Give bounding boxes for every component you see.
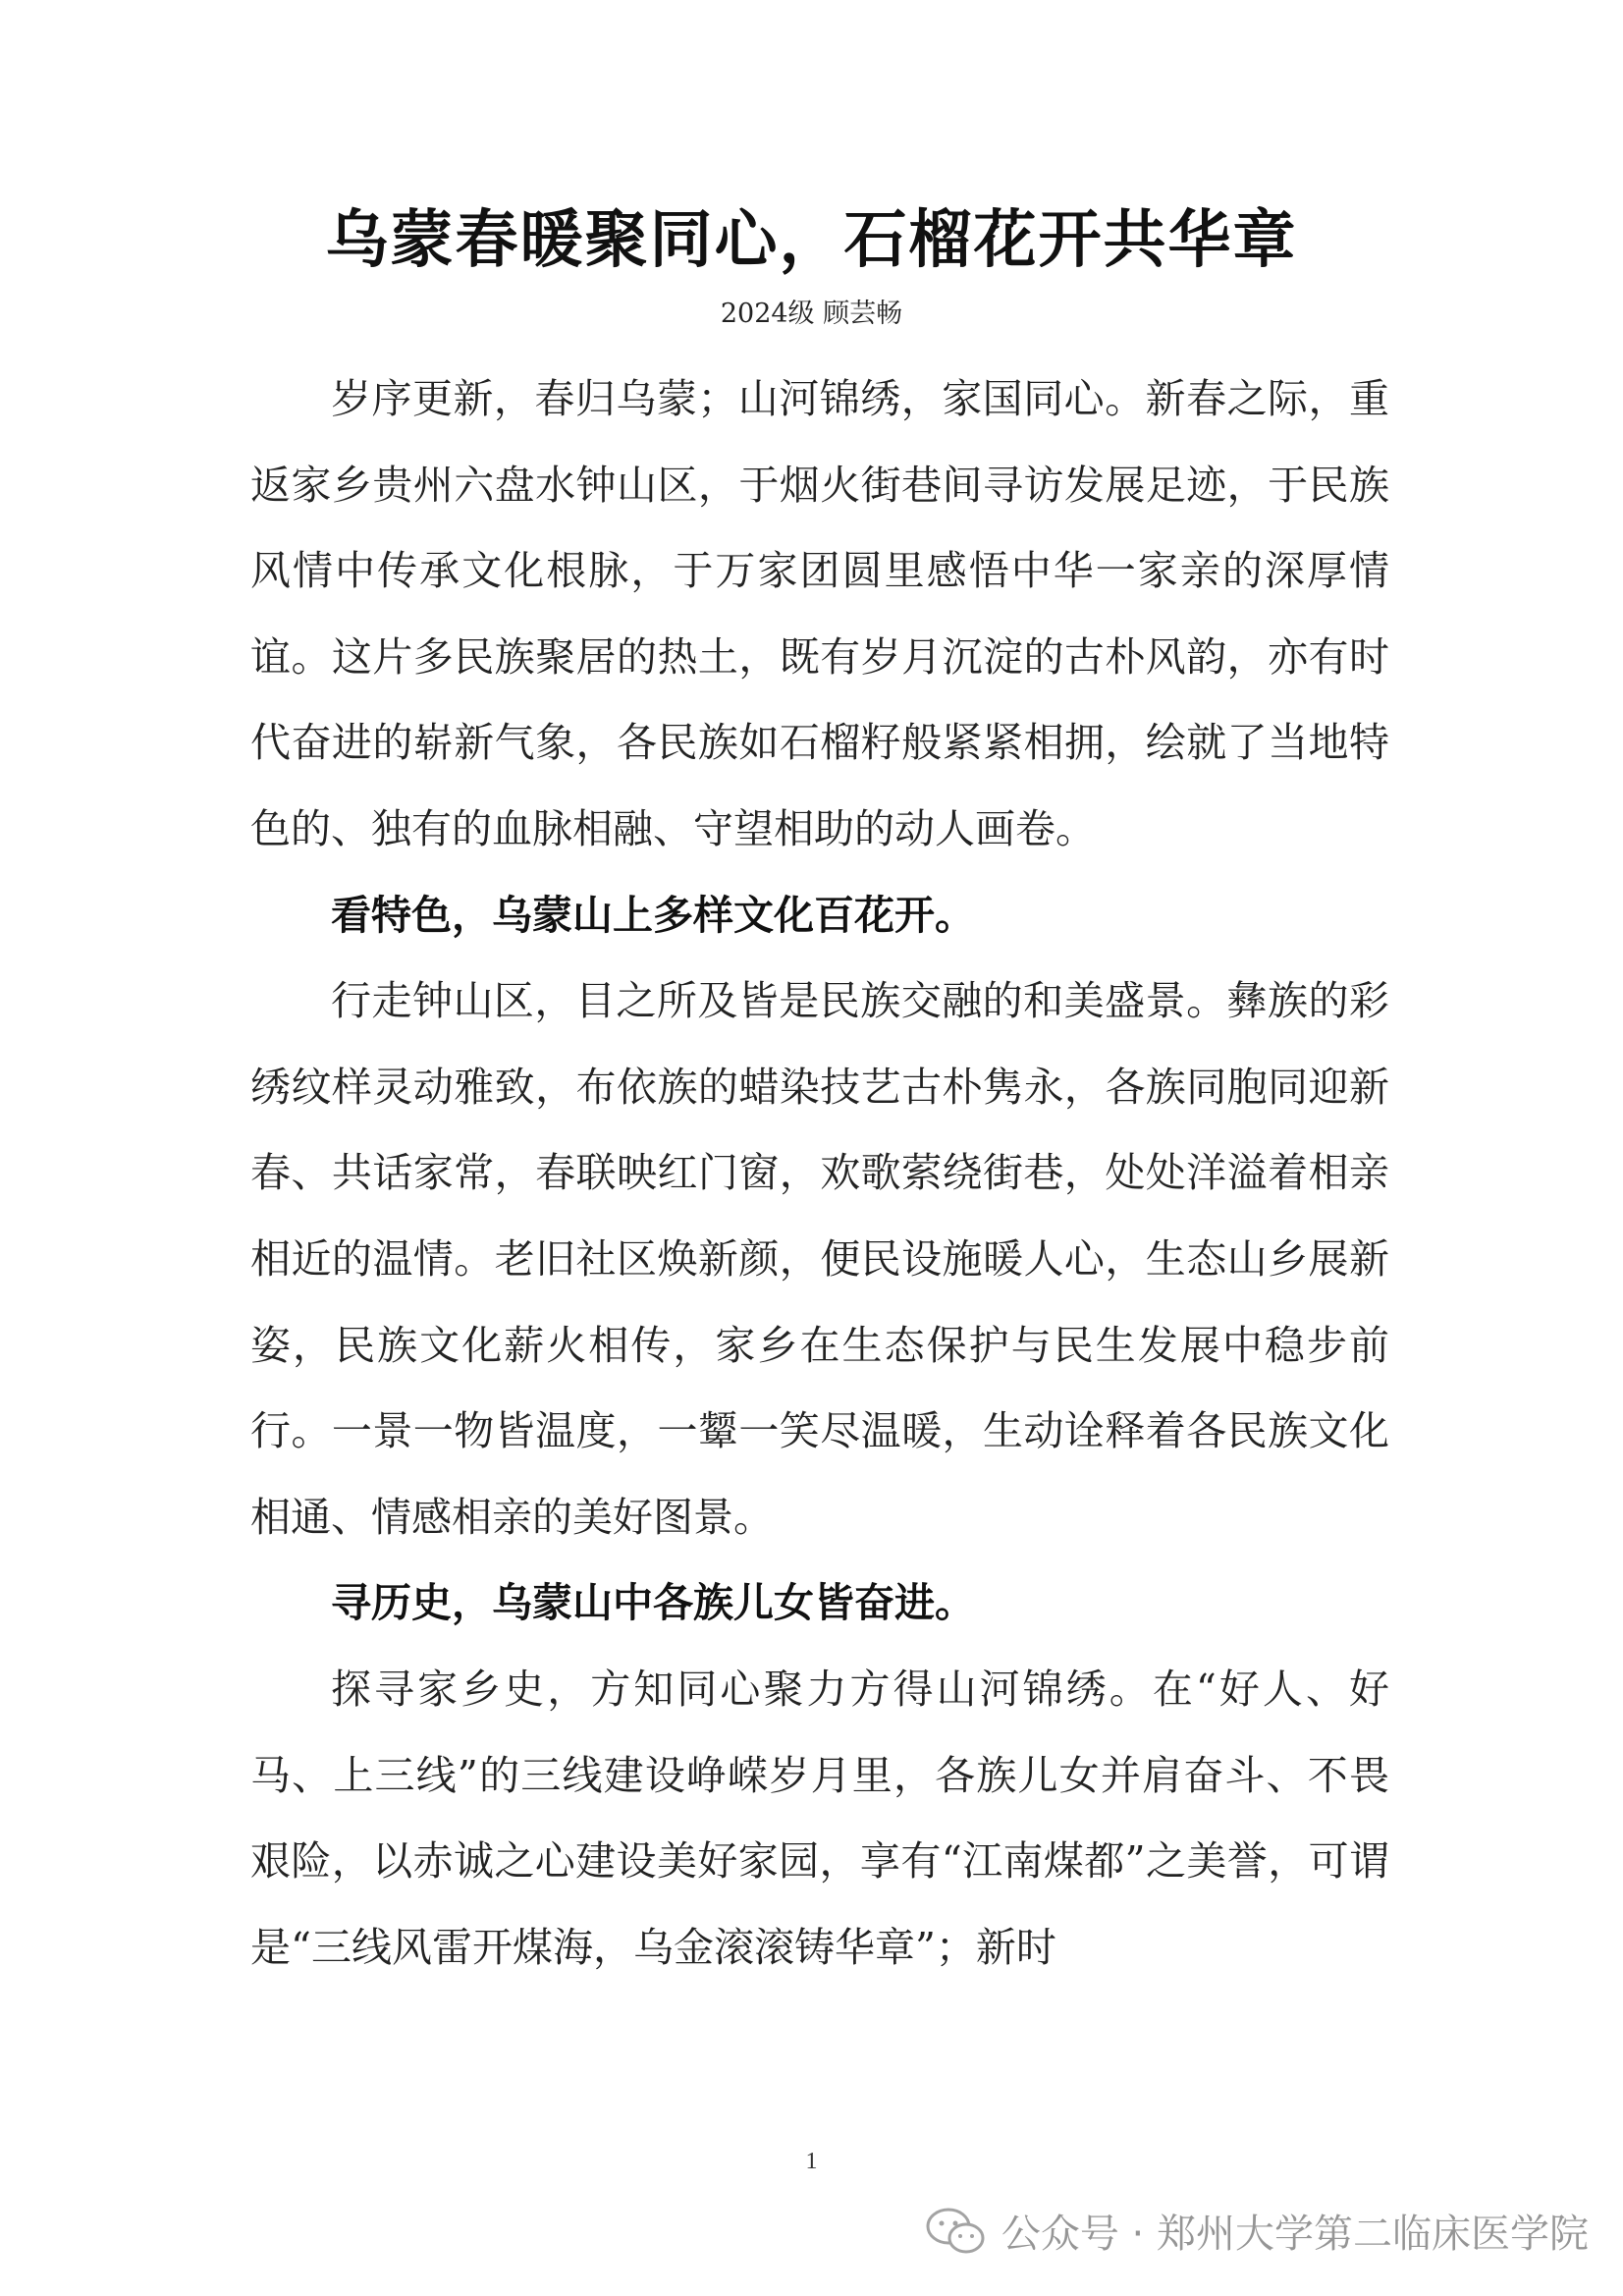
paragraph-culture: 行走钟山区，目之所及皆是民族交融的和美盛景。彝族的彩绣纹样灵动雅致，布依族的蜡染技艺古朴隽永，各族同胞同迎新春、共话家常，春联映红门窗，欢歌萦绕街巷，处处洋溢着相亲相近的温情。老旧社区焕新颜，便民设施暖人心，生态山乡展新姿，民族文化薪火相传，家乡在生态保护与民生发展中稳步前行。一景一物皆温度，一颦一笑尽温暖，生动诠释着各民族文化相通、情感相亲的美好图景。: [250, 977, 1389, 1541]
article-body: [250, 356, 1389, 1991]
paragraph-history: 探寻家乡史，方知同心聚力方得山河锦绣。在“好人、好马、上三线”的三线建设峥嵘岁月里，各族儿女并肩奋斗、不畏艰险，以赤诚之心建设美好家园，享有“江南煤都”之美誉，可谓是“三线风雷开煤海，乌金滚滚铸华章”；新时: [250, 1665, 1389, 1971]
page-title: 乌蒙春暖聚同心，石榴花开共华章: [325, 204, 1298, 277]
wechat-icon: [925, 2207, 988, 2256]
paragraph-intro: 岁序更新，春归乌蒙；山河锦绣，家国同心。新春之际，重返家乡贵州六盘水钟山区，于烟火街巷间寻访发展足迹，于民族风情中传承文化根脉，于万家团圆里感悟中华一家亲的深厚情谊。这片多民族聚居的热土，既有岁月沉淀的古朴风韵，亦有时代奋进的崭新气象，各民族如石榴籽般紧紧相拥，绘就了当地特色的、独有的血脉相融、守望相助的动人画卷。: [250, 375, 1389, 852]
section-heading-culture: 看特色，乌蒙山上多样文化百花开。: [331, 891, 975, 939]
author-byline: 2024级 顾芸畅: [720, 299, 903, 329]
page-number: 1: [805, 2149, 818, 2174]
section-heading-history: 寻历史，乌蒙山中各族儿女皆奋进。: [331, 1579, 975, 1627]
watermark-text: 公众号 · 郑州大学第二临床医学院: [1001, 2212, 1589, 2257]
watermark: [925, 2203, 1589, 2259]
